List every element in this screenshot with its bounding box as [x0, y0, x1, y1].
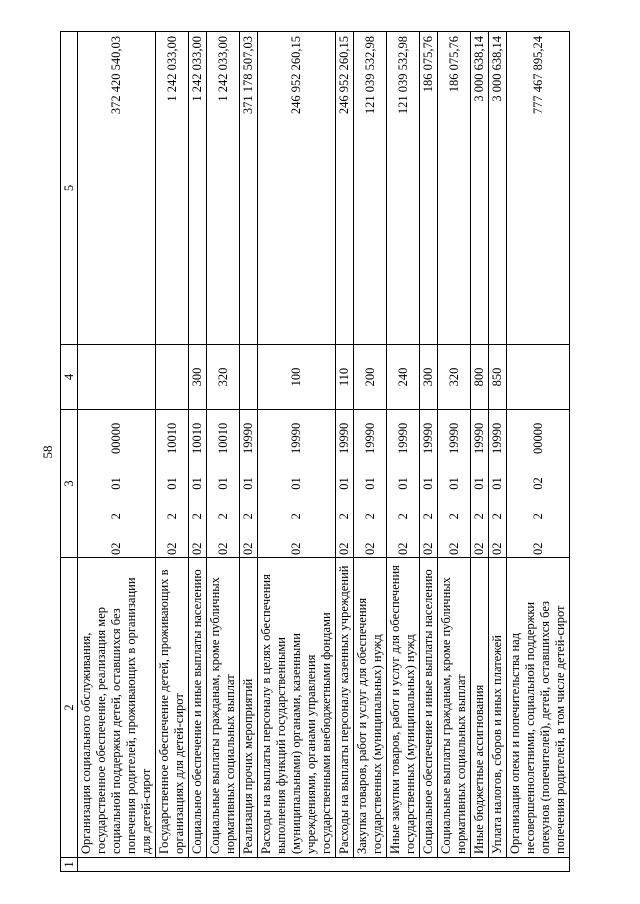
code-segment-4: 10010	[164, 422, 179, 455]
code-segment-1: 02	[446, 542, 461, 555]
row-code	[354, 410, 387, 558]
row-code	[336, 410, 354, 558]
header-col-3: 3	[61, 410, 78, 558]
row-expense-type: 800	[471, 345, 489, 410]
table-row	[207, 32, 240, 872]
code-segment-2: 2	[109, 513, 123, 520]
row-name: Организация социального обслуживания, государственное обеспечение, реализация мер социальной поддержки детей, оставшихся без попечения родителей, проживающих в организации для детей-сирот	[78, 558, 156, 858]
code-segment-3: 01	[289, 477, 303, 490]
code-segment-4: 19990	[337, 422, 351, 455]
row-expense-type: 300	[420, 345, 438, 410]
code-segment-2: 2	[395, 513, 410, 520]
table-row	[471, 32, 489, 872]
code-segment-2: 2	[337, 513, 351, 520]
col-1-cell	[78, 858, 570, 872]
page-number: 58	[40, 445, 55, 459]
table-row	[507, 32, 570, 872]
code-segment-3: 01	[472, 477, 486, 490]
row-amount: 121 039 532,98	[387, 32, 420, 345]
row-name: Социальное обеспечение и иные выплаты населению	[420, 558, 438, 858]
code-segment-3: 01	[362, 477, 377, 490]
header-col-4: 4	[61, 345, 78, 410]
code-segment-4: 19990	[446, 422, 461, 455]
code-segment-3: 02	[530, 477, 545, 490]
row-amount: 1 242 033,00	[156, 32, 189, 345]
row-amount: 372 420 540,03	[78, 32, 156, 345]
code-segment-1: 02	[362, 542, 377, 555]
row-name: Социальные выплаты гражданам, кроме публичных нормативных социальных выплат	[207, 558, 240, 858]
code-segment-1: 02	[530, 542, 545, 555]
code-segment-2: 2	[190, 513, 204, 520]
table-row	[336, 32, 354, 872]
row-amount: 246 952 260,15	[258, 32, 336, 345]
code-segment-4: 19990	[362, 422, 377, 455]
code-segment-3: 01	[490, 477, 504, 490]
table-row	[387, 32, 420, 872]
code-segment-2: 2	[530, 513, 545, 520]
code-segment-3: 01	[241, 477, 255, 490]
row-code	[156, 410, 189, 558]
budget-table	[60, 31, 570, 872]
code-segment-3: 01	[109, 477, 123, 490]
row-expense-type: 110	[336, 345, 354, 410]
code-segment-4: 19990	[289, 422, 303, 455]
table-row	[438, 32, 471, 872]
table-row	[156, 32, 189, 872]
row-expense-type: 240	[387, 345, 420, 410]
code-segment-4: 19990	[421, 422, 435, 455]
code-segment-3: 01	[190, 477, 204, 490]
row-amount: 3 000 638,14	[489, 32, 507, 345]
code-segment-3: 01	[215, 477, 230, 490]
table-row	[258, 32, 336, 872]
row-name: Реализация прочих мероприятий	[240, 558, 258, 858]
table-row	[489, 32, 507, 872]
row-expense-type	[240, 345, 258, 410]
table-rotated-frame	[60, 32, 600, 872]
row-expense-type	[507, 345, 570, 410]
code-segment-2: 2	[164, 513, 179, 520]
row-expense-type: 850	[489, 345, 507, 410]
code-segment-2: 2	[241, 513, 255, 520]
code-segment-1: 02	[289, 542, 303, 555]
code-segment-2: 2	[289, 513, 303, 520]
code-segment-3: 01	[337, 477, 351, 490]
code-segment-3: 01	[164, 477, 179, 490]
row-expense-type: 320	[207, 345, 240, 410]
code-segment-3: 01	[395, 477, 410, 490]
row-expense-type: 200	[354, 345, 387, 410]
row-code	[258, 410, 336, 558]
code-segment-1: 02	[421, 542, 435, 555]
table-row	[189, 32, 207, 872]
row-code	[387, 410, 420, 558]
row-code	[489, 410, 507, 558]
table-row	[78, 32, 156, 872]
row-name: Иные бюджетные ассигнования	[471, 558, 489, 858]
row-code	[189, 410, 207, 558]
row-name: Иные закупки товаров, работ и услуг для обеспечения государственных (муниципальных) нужд	[387, 558, 420, 858]
row-name: Организация опеки и попечительства над несовершеннолетними, социальной поддержки опекунов (попечителей), детей, оставшихся без попечения родителей, в том числе детей-сирот	[507, 558, 570, 858]
row-amount: 186 075,76	[420, 32, 438, 345]
code-segment-1: 02	[164, 542, 179, 555]
row-code	[471, 410, 489, 558]
row-expense-type	[156, 345, 189, 410]
code-segment-1: 02	[337, 542, 351, 555]
row-code	[240, 410, 258, 558]
row-expense-type: 300	[189, 345, 207, 410]
row-name: Расходы на выплаты персоналу казенных учреждений	[336, 558, 354, 858]
code-segment-4: 19990	[472, 422, 486, 455]
row-amount: 371 178 507,03	[240, 32, 258, 345]
code-segment-1: 02	[109, 542, 123, 555]
row-amount: 3 000 638,14	[471, 32, 489, 345]
table-row	[420, 32, 438, 872]
code-segment-1: 02	[190, 542, 204, 555]
row-name: Закупка товаров, работ и услуг для обеспечения государственных (муниципальных) нужд	[354, 558, 387, 858]
code-segment-2: 2	[362, 513, 377, 520]
row-expense-type	[78, 345, 156, 410]
row-code	[507, 410, 570, 558]
row-name: Социальное обеспечение и иные выплаты населению	[189, 558, 207, 858]
row-amount: 246 952 260,15	[336, 32, 354, 345]
header-col-2: 2	[61, 558, 78, 858]
code-segment-1: 02	[241, 542, 255, 555]
row-amount: 121 039 532,98	[354, 32, 387, 345]
code-segment-1: 02	[490, 542, 504, 555]
row-name: Уплата налогов, сборов и иных платежей	[489, 558, 507, 858]
code-segment-1: 02	[395, 542, 410, 555]
table-row	[354, 32, 387, 872]
row-amount: 777 467 895,24	[507, 32, 570, 345]
row-name: Социальные выплаты гражданам, кроме публичных нормативных социальных выплат	[438, 558, 471, 858]
code-segment-2: 2	[446, 513, 461, 520]
code-segment-1: 02	[215, 542, 230, 555]
code-segment-4: 19990	[395, 422, 410, 455]
row-code	[420, 410, 438, 558]
row-code	[438, 410, 471, 558]
code-segment-2: 2	[472, 513, 486, 520]
row-amount: 1 242 033,00	[207, 32, 240, 345]
code-segment-3: 01	[421, 477, 435, 490]
code-segment-3: 01	[446, 477, 461, 490]
code-segment-2: 2	[215, 513, 230, 520]
code-segment-1: 02	[472, 542, 486, 555]
budget-table-wrapper	[60, 32, 600, 872]
row-amount: 186 075,76	[438, 32, 471, 345]
table-header-row	[61, 32, 78, 872]
row-name: Расходы на выплаты персоналу в целях обеспечения выполнения функций государственными (муниципальными) органами, казенными учреждениями, органами управления государственными внебюджетными фондами	[258, 558, 336, 858]
code-segment-4: 00000	[530, 422, 545, 455]
header-col-5: 5	[61, 32, 78, 345]
header-col-1: 1	[61, 858, 78, 872]
row-code	[78, 410, 156, 558]
code-segment-4: 10010	[215, 422, 230, 455]
code-segment-2: 2	[421, 513, 435, 520]
code-segment-4: 19990	[241, 422, 255, 455]
row-amount: 1 242 033,00	[189, 32, 207, 345]
row-name: Государственное обеспечение детей, проживающих в организациях для детей-сирот	[156, 558, 189, 858]
code-segment-4: 00000	[109, 422, 123, 455]
row-code	[207, 410, 240, 558]
code-segment-4: 10010	[190, 422, 204, 455]
code-segment-4: 19990	[490, 422, 504, 455]
row-expense-type: 320	[438, 345, 471, 410]
table-row	[240, 32, 258, 872]
row-expense-type: 100	[258, 345, 336, 410]
code-segment-2: 2	[490, 513, 504, 520]
